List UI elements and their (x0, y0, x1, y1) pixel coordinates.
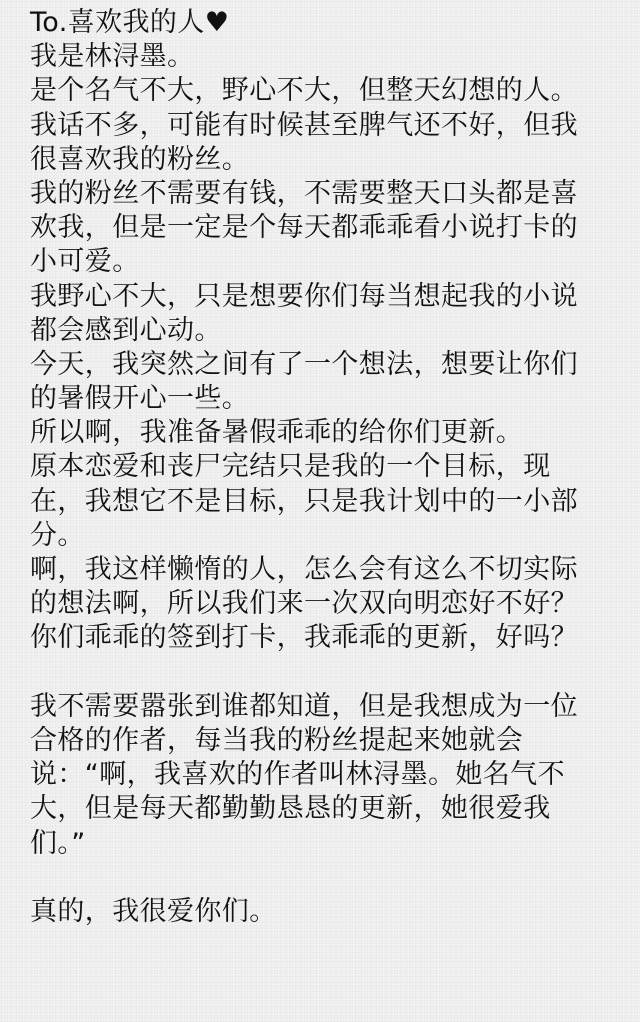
note-line: 你们乖乖的签到打卡，我乖乖的更新，好吗？ (30, 622, 578, 654)
note-line: 都会感到心动。 (30, 314, 222, 346)
note-line: 我的粉丝不需要有钱，不需要整天口头都是喜 (30, 177, 578, 209)
note-line: 欢我，但是一定是个每天都乖乖看小说打卡的 (30, 212, 578, 244)
note-line: 合格的作者，每当我的粉丝提起来她就会 (30, 724, 524, 756)
note-line: 我野心不大，只是想要你们每当想起我的小说 (30, 280, 578, 312)
note-line: 原本恋爱和丧尸完结只是我的一个目标，现 (30, 451, 551, 483)
note-line: 我不需要嚣张到谁都知道，但是我想成为一位 (30, 690, 578, 722)
note-line: 的暑假开心一些。 (30, 383, 250, 415)
note-line: 很喜欢我的粉丝。 (30, 143, 250, 175)
note-line: 我是林浔墨。 (30, 41, 195, 73)
note-line: 在，我想它不是目标，只是我计划中的一小部 (30, 485, 578, 517)
note-line: 大，但是每天都勤勤恳恳的更新，她很爱我 (30, 793, 551, 825)
note-line: 小可爱。 (30, 246, 140, 278)
note-line: 所以啊，我准备暑假乖乖的给你们更新。 (30, 417, 524, 449)
note-line: 今天，我突然之间有了一个想法，想要让你们 (30, 348, 578, 380)
note-line: 是个名气不大，野心不大，但整天幻想的人。 (30, 75, 578, 107)
blank-line (30, 861, 618, 895)
note-closing-line: 真的，我很爱你们。 (30, 895, 277, 927)
note-line: 啊，我这样懒惰的人，怎么会有这么不切实际 (30, 554, 578, 585)
note-line: 分。 (30, 519, 85, 551)
note-title: To.喜欢我的人♥ (30, 7, 230, 38)
note-line: 的想法啊，所以我们来一次双向明恋好不好？ (30, 588, 578, 620)
note-line: 我话不多，可能有时候甚至脾气还不好，但我 (30, 109, 578, 141)
blank-line (30, 656, 618, 690)
note-line: 说：“啊，我喜欢的作者叫林浔墨。她名气不 (30, 759, 565, 791)
note-line: 们。” (30, 827, 86, 859)
